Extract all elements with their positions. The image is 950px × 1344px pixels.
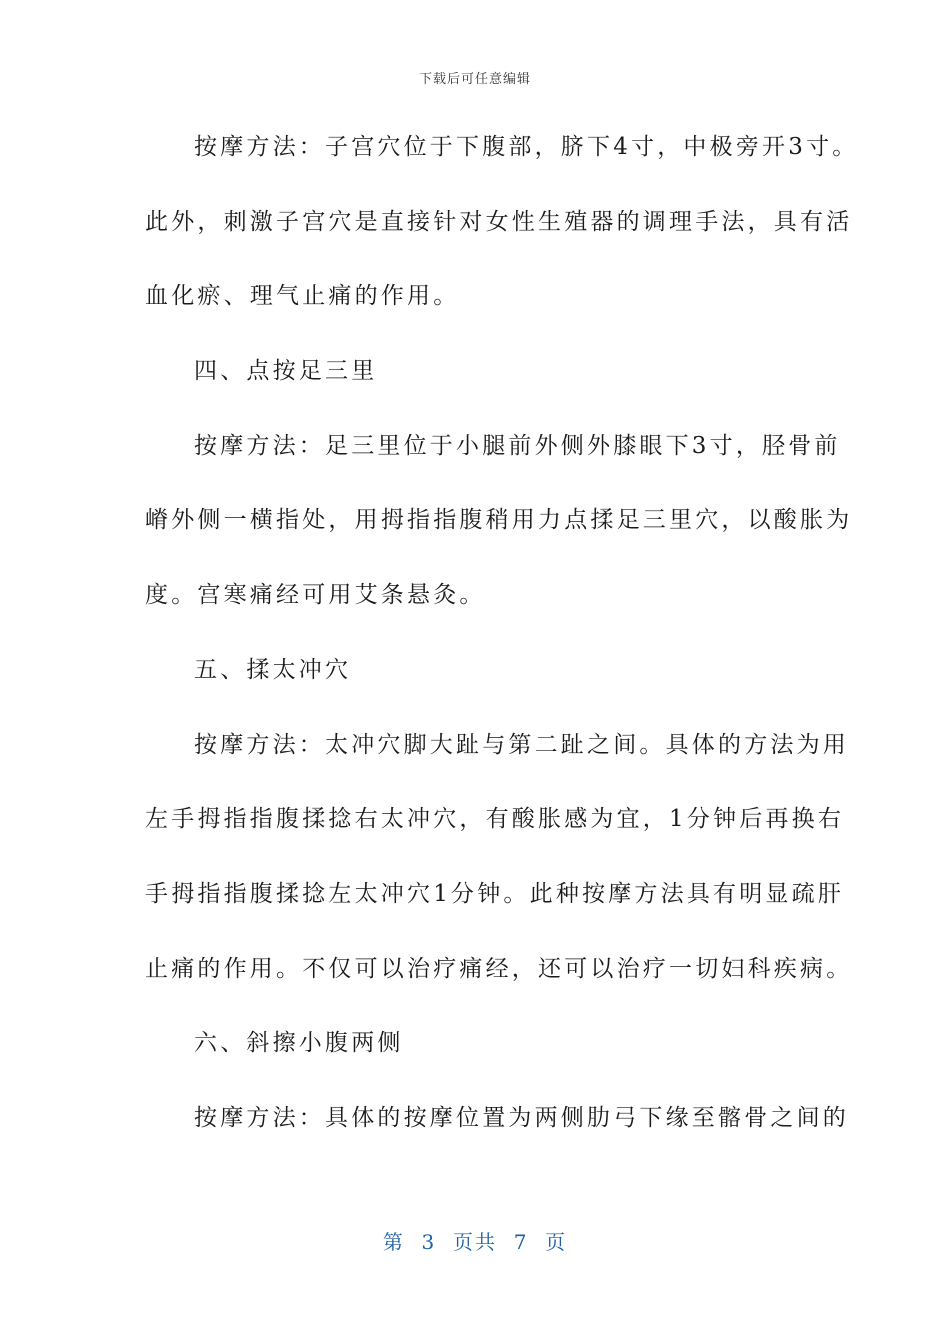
paragraph-line: 血化瘀、理气止痛的作用。 — [145, 283, 460, 310]
paragraph-line: 止痛的作用。不仅可以治疗痛经，还可以治疗一切妇科疾病。 — [145, 955, 853, 982]
paragraph-line: 按摩方法：太冲穴脚大趾与第二趾之间。具体的方法为用 — [194, 731, 849, 758]
section-heading: 五、揉太冲穴 — [194, 656, 352, 683]
document-body — [145, 122, 859, 1168]
paragraph-line: 此外，刺激子宫穴是直接针对女性生殖器的调理手法，具有活 — [145, 208, 853, 235]
page-header: 下载后可任意编辑 — [418, 72, 531, 87]
paragraph-line: 按摩方法：子宫穴位于下腹部，脐下4寸，中极旁开3寸。 — [194, 134, 859, 160]
paragraph-line: 度。宫寒痛经可用艾条悬灸。 — [145, 582, 486, 609]
paragraph-line: 按摩方法：足三里位于小腿前外侧外膝眼下3寸，胫骨前 — [194, 432, 841, 459]
paragraph-line: 按摩方法：具体的按摩位置为两侧肋弓下缘至髂骨之间的 — [194, 1104, 849, 1131]
page-footer — [0, 1226, 950, 1255]
section-heading: 六、斜擦小腹两侧 — [194, 1030, 404, 1057]
paragraph-line: 左手拇指指腹揉捻右太冲穴，有酸胀感为宜，1分钟后再换右 — [145, 806, 845, 833]
page-number: 第 3 页共 7 页 — [382, 1230, 568, 1254]
section-heading: 四、点按足三里 — [194, 358, 378, 385]
paragraph-line: 手拇指指腹揉捻左太冲穴1分钟。此种按摩方法具有明显疏肝 — [145, 880, 845, 907]
paragraph-line: 嵴外侧一横指处，用拇指指腹稍用力点揉足三里穴，以酸胀为 — [145, 507, 853, 534]
